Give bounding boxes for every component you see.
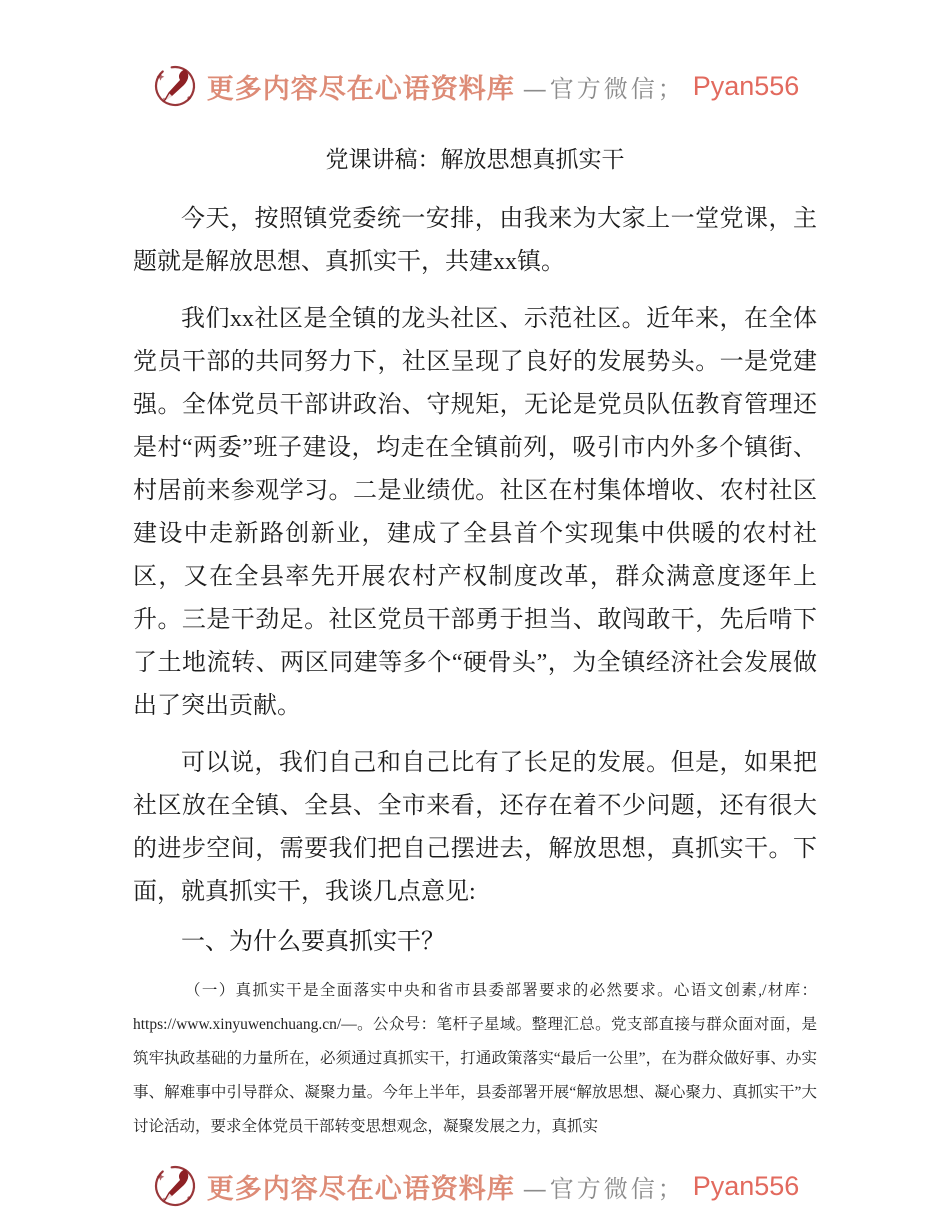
page-title: 党课讲稿：解放思想真抓实干 bbox=[325, 147, 625, 172]
pen-logo-icon bbox=[151, 62, 199, 110]
section-heading-1: 一、为什么要真抓实干？ bbox=[181, 929, 445, 955]
paragraph-intro: 今天，按照镇党委统一安排，由我来为大家上一堂党课，主题就是解放思想、真抓实干，共建xx镇。 bbox=[133, 206, 817, 275]
header-banner bbox=[0, 54, 950, 118]
banner-wechat-id: Pyan556 bbox=[692, 1170, 800, 1201]
footer-banner bbox=[0, 1154, 950, 1218]
banner-wechat-label: —官方微信； bbox=[522, 1174, 685, 1203]
banner-brand-text: 更多内容尽在心语资料库 bbox=[206, 1173, 515, 1204]
paragraph-problems: 可以说，我们自己和自己比有了长足的发展。但是，如果把社区放在全镇、全县、全市来看，还存在着不少问题，还有很大的进步空间，需要我们把自己摆进去，解放思想，真抓实干。下面，就真抓实干，我谈几点意见: bbox=[133, 750, 817, 905]
banner-wechat-label: —官方微信； bbox=[522, 74, 685, 103]
banner-wechat-id: Pyan556 bbox=[692, 70, 800, 101]
paragraph-achievements: 我们xx社区是全镇的龙头社区、示范社区。近年来，在全体党员干部的共同努力下，社区呈现了良好的发展势头。一是党建强。全体党员干部讲政治、守规矩，无论是党员队伍教育管理还是村“两委”班子建设，均走在全镇前列，吸引市内外多个镇街、村居前来参观学习。二是业绩优。社区在村集体增收、农村社区建设中走新路创新业，建成了全县首个实现集中供暖的农村社区，又在全县率先开展农村产权制度改革，群众满意度逐年上升。三是干劲足。社区党员干部勇于担当、敢闯敢干，先后啃下了土地流转、两区同建等多个“硬骨头”，为全镇经济社会发展做出了突出贡献。 bbox=[133, 306, 817, 719]
pen-logo-icon bbox=[151, 1162, 199, 1210]
banner-brand-text: 更多内容尽在心语资料库 bbox=[206, 73, 515, 104]
paragraph-fine-print: （一）真抓实干是全面落实中央和省市县委部署要求的必然要求。心语文创素,/材库：https://www.xinyuwenchuang.cn/—。公众号：笔杆子星域。整理汇总。党支部直接与群众面对面，是筑牢执政基础的力量所在，必须通过真抓实干，打通政策落实“最后一公里”，在为群众做好事、办实事、解难事中引导群众、凝聚力量。今年上半年，县委部署开展“解放思想、凝心聚力、真抓实干”大讨论活动，要求全体党员干部转变思想观念，凝聚发展之力，真抓实 bbox=[133, 982, 817, 1135]
document-body bbox=[0, 198, 950, 1144]
